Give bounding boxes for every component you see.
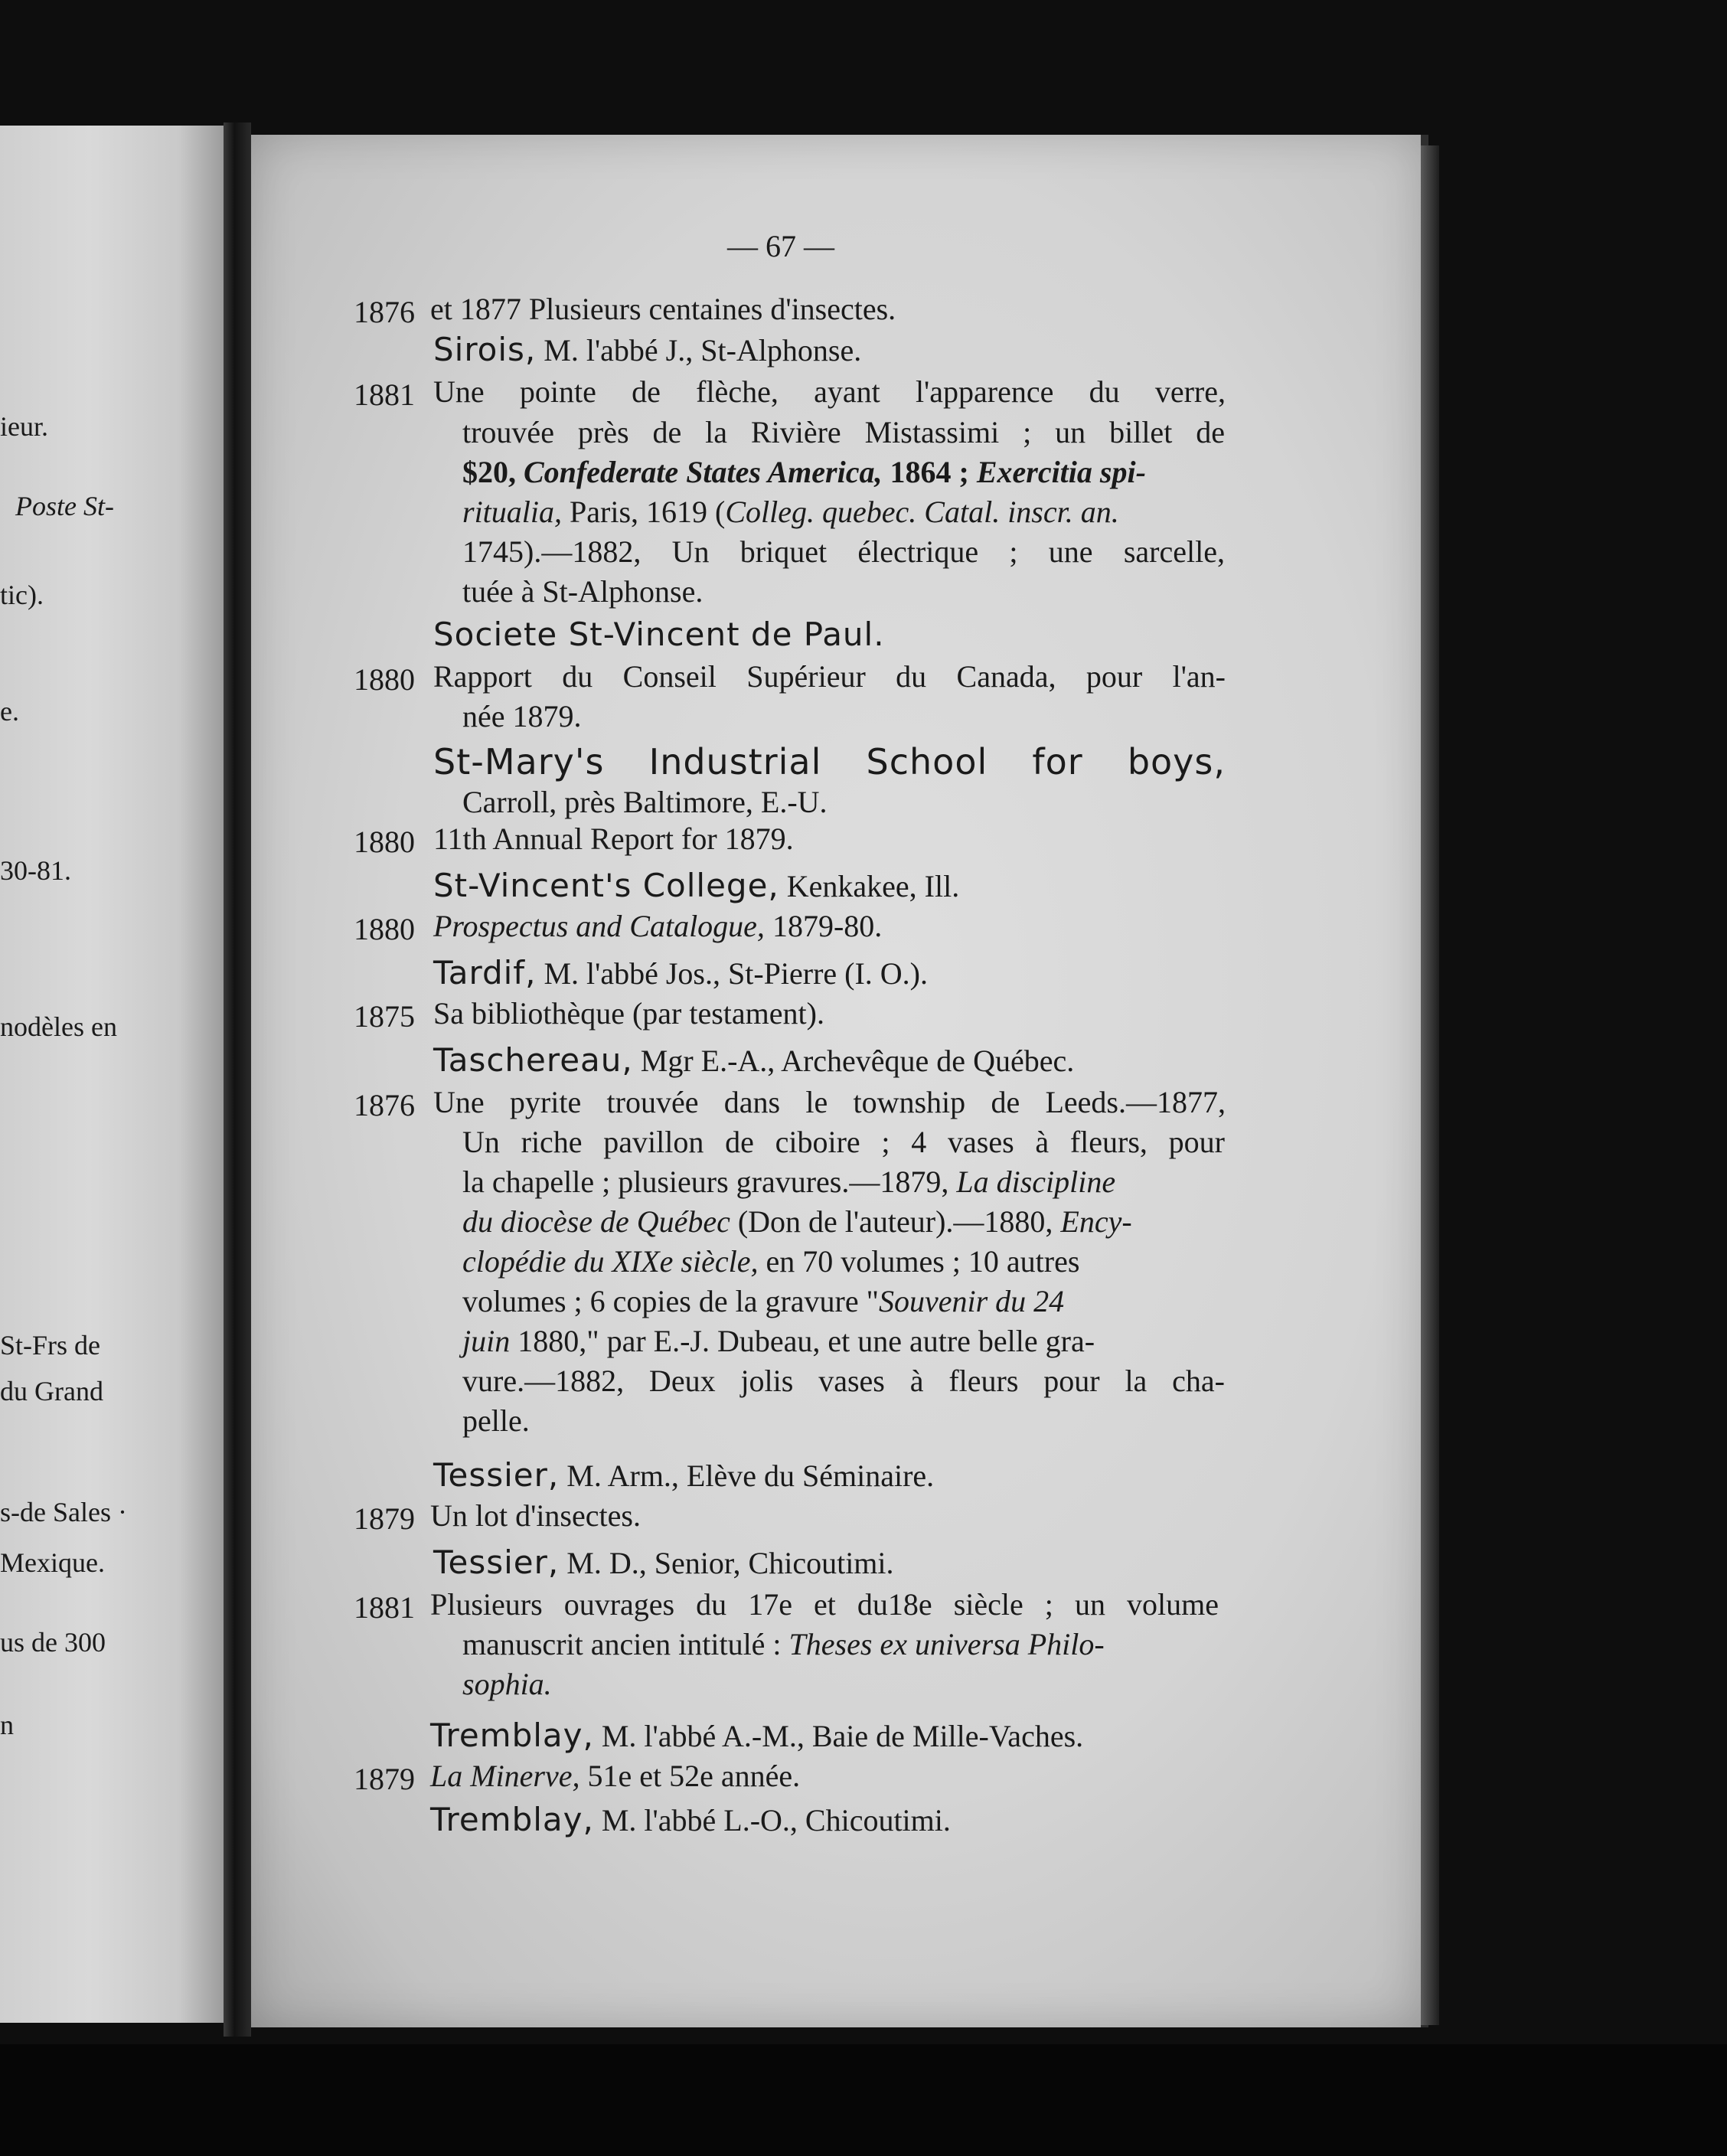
left-fragment: us de 300 xyxy=(0,1627,106,1658)
entry-text-run: Exercitia spi- xyxy=(976,455,1146,489)
donor-heading xyxy=(433,1041,1075,1079)
entry-text: Plusieurs ouvrages du 17e et du18e siècle ; un volume xyxy=(430,1587,1219,1622)
entry-text-run: volumes ; 6 copies de la gravure " xyxy=(462,1284,879,1318)
entry-text-run: Confederate States America, xyxy=(524,455,883,489)
entry-year: 1881 xyxy=(354,1590,415,1625)
entry-text-run: La discipline xyxy=(956,1165,1116,1199)
entry-text-run: juin xyxy=(462,1324,511,1358)
entry-text xyxy=(462,1167,1115,1197)
entry-text-run: 1880," par E.-J. Dubeau, et une autre belle gra- xyxy=(517,1324,1095,1358)
donor-heading xyxy=(433,954,928,991)
entry-text-run: Colleg. quebec. Catal. inscr. an. xyxy=(725,495,1119,529)
entry-text-run: 1879-80. xyxy=(772,909,883,943)
entry-text: vure.—1882, Deux jolis vases à fleurs pour la cha- xyxy=(462,1364,1225,1398)
donor-heading xyxy=(430,1801,951,1838)
donor-details: Kenkakee, Ill. xyxy=(786,869,960,903)
donor-heading xyxy=(433,331,862,368)
entry-text: Un riche pavillon de ciboire ; 4 vases à fleurs, pour xyxy=(462,1125,1225,1159)
entry-text xyxy=(462,457,1146,488)
left-fragment: s-de Sales · xyxy=(0,1497,127,1527)
entry-text-run: Paris, 1619 ( xyxy=(570,495,726,529)
entry-text xyxy=(462,1286,1064,1317)
left-fragment: ieur. xyxy=(0,411,48,442)
entry-year: 1880 xyxy=(354,662,415,697)
left-fragment: 30-81. xyxy=(0,855,71,886)
entry-text: 11th Annual Report for 1879. xyxy=(433,822,794,856)
donor-name: Tremblay, xyxy=(430,1717,594,1754)
entry-year: 1875 xyxy=(354,999,415,1034)
entry-text-run: 1864 ; xyxy=(890,455,969,489)
donor-details: M. D., Senior, Chicoutimi. xyxy=(566,1546,894,1580)
entry-text xyxy=(430,1761,800,1792)
donor-name: Tessier, xyxy=(433,1456,560,1494)
entry-year: 1880 xyxy=(354,912,415,946)
entry-text-run: la chapelle ; plusieurs gravures.—1879, xyxy=(462,1165,949,1199)
entry-year: 1876 xyxy=(354,1088,415,1122)
entry-text: Sa bibliothèque (par testament). xyxy=(433,996,824,1031)
entry-text-run: en 70 volumes ; 10 autres xyxy=(766,1244,1080,1279)
donor-name: Tessier, xyxy=(433,1544,560,1581)
left-fragment: Mexique. xyxy=(0,1547,105,1578)
donor-details: M. l'abbé A.-M., Baie de Mille-Vaches. xyxy=(601,1719,1084,1753)
entry-text: Un lot d'insectes. xyxy=(430,1498,641,1533)
entry-text-run: 51e et 52e année. xyxy=(587,1759,801,1793)
entry-text xyxy=(462,1629,1105,1660)
donor-details: Mgr E.-A., Archevêque de Québec. xyxy=(640,1044,1075,1078)
entry-text-run: ritualia, xyxy=(462,495,563,529)
entry-text: sophia. xyxy=(462,1667,552,1701)
donor-heading xyxy=(430,1717,1084,1754)
donor-name: Tremblay, xyxy=(430,1801,594,1838)
entry-text xyxy=(462,1204,1132,1239)
entry-text: trouvée près de la Rivière Mistassimi ; un billet de xyxy=(462,415,1225,449)
entry-text-run: (Don de l'auteur).—1880, xyxy=(737,1204,1053,1239)
donor-name: Tardif, xyxy=(433,954,537,991)
entry-year: 1880 xyxy=(354,825,415,859)
entry-text xyxy=(462,497,1119,528)
left-fragment: e. xyxy=(0,696,19,727)
entry-text: tuée à St-Alphonse. xyxy=(462,574,704,609)
entry-text: Une pointe de flèche, ayant l'apparence du verre, xyxy=(433,374,1226,409)
left-fragment: n xyxy=(0,1710,14,1740)
entry-year: 1876 xyxy=(354,295,415,329)
entry-text xyxy=(462,1326,1095,1357)
entry-text xyxy=(462,1246,1079,1277)
donor-heading: St-Mary's Industrial School for boys, xyxy=(433,741,1226,782)
entry-text: Rapport du Conseil Supérieur du Canada, pour l'an- xyxy=(433,659,1226,694)
entry-text: Carroll, près Baltimore, E.-U. xyxy=(462,785,828,819)
entry-text: et 1877 Plusieurs centaines d'insectes. xyxy=(430,292,896,326)
donor-heading xyxy=(433,1544,894,1581)
donor-details: M. l'abbé L.-O., Chicoutimi. xyxy=(601,1803,951,1838)
entry-text xyxy=(433,911,882,942)
donor-details: M. l'abbé Jos., St-Pierre (I. O.). xyxy=(544,956,928,991)
entry-text: née 1879. xyxy=(462,699,582,733)
entry-text-run: La Minerve, xyxy=(430,1759,580,1793)
donor-details: M. l'abbé J., St-Alphonse. xyxy=(544,333,862,368)
donor-details: M. Arm., Elève du Séminaire. xyxy=(566,1459,935,1493)
entry-text-run: manuscrit ancien intitulé : xyxy=(462,1627,782,1661)
entry-text-run: Ency- xyxy=(1060,1204,1132,1239)
entry-text: Une pyrite trouvée dans le township de Leeds.—1877, xyxy=(433,1085,1226,1119)
entry-text-run: Souvenir du 24 xyxy=(878,1284,1065,1318)
left-fragment: Poste St- xyxy=(15,491,114,521)
entry-text-run: du diocèse de Québec xyxy=(462,1204,730,1239)
donor-heading xyxy=(433,867,960,904)
entry-year: 1881 xyxy=(354,377,415,412)
donor-name: St-Vincent's College, xyxy=(433,867,779,904)
entry-text-run: Theses ex universa Philo- xyxy=(788,1627,1105,1661)
entry-text: pelle. xyxy=(462,1403,530,1438)
donor-name: Sirois, xyxy=(433,331,537,368)
entry-year: 1879 xyxy=(354,1762,415,1796)
entry-text-run: Prospectus and Catalogue, xyxy=(433,909,765,943)
donor-heading xyxy=(433,1456,935,1494)
entry-year: 1879 xyxy=(354,1501,415,1536)
donor-heading: Societe St-Vincent de Paul. xyxy=(433,616,885,653)
left-fragment: St-Frs de xyxy=(0,1330,101,1361)
donor-name: Taschereau, xyxy=(433,1041,633,1079)
left-fragment: du Grand xyxy=(0,1376,103,1406)
entry-text-run: clopédie du XIXe siècle, xyxy=(462,1244,759,1279)
page-number: — 67 — xyxy=(727,229,834,263)
left-fragment: nodèles en xyxy=(0,1011,117,1042)
entry-text-run: $20, xyxy=(462,455,516,489)
left-fragment: tic). xyxy=(0,580,44,610)
entry-text: 1745).—1882, Un briquet électrique ; une sarcelle, xyxy=(462,534,1225,569)
